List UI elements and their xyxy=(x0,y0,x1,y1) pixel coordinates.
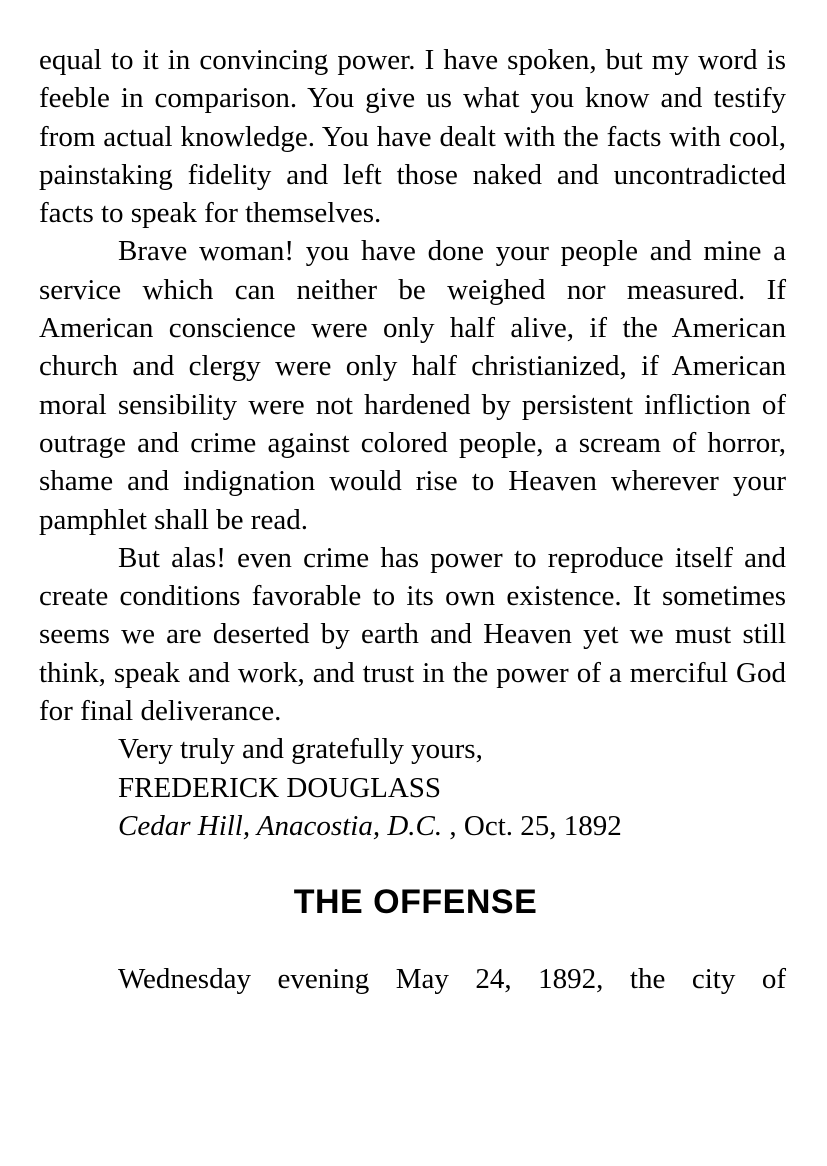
closing-place: Cedar Hill, Anacostia, D.C. xyxy=(118,809,443,842)
letter-paragraph-brave-woman: Brave woman! you have done your people and mine a service which can neither be weighed nor measured. If American conscience were only half alive, if the American church and clergy were only half christianized, if American moral sensibility were not hardened by persistent infliction of outrage and crime against colored people, a scream of horror, shame and indignation would rise to Heaven wherever your pamphlet shall be read. xyxy=(39,235,786,536)
letter-paragraph-but-alas: But alas! even crime has power to reproduce itself and create conditions favorable to its own existence. It sometimes seems we are deserted by earth and Heaven yet we must still think, speak and work, and trust in the power of a merciful God for final deliverance. xyxy=(39,541,786,728)
section-first-line: Wednesday evening May 24, 1892, the city of xyxy=(118,963,786,996)
letter-closing xyxy=(39,730,786,845)
closing-date: , Oct. 25, 1892 xyxy=(442,809,622,842)
closing-signature: FREDERICK DOUGLASS xyxy=(118,771,442,804)
closing-place-date xyxy=(118,807,786,845)
section-heading: THE OFFENSE xyxy=(293,883,538,922)
closing-salutation: Very truly and gratefully yours, xyxy=(118,733,483,766)
letter-paragraph-continued: equal to it in convincing power. I have spoken, but my word is feeble in comparison. You give us what you know and testify from actual knowledge. You have dealt with the facts with cool, painstaking fidelity and left those naked and uncontradicted facts to speak for themselves. xyxy=(39,44,786,230)
document-page xyxy=(39,41,786,999)
